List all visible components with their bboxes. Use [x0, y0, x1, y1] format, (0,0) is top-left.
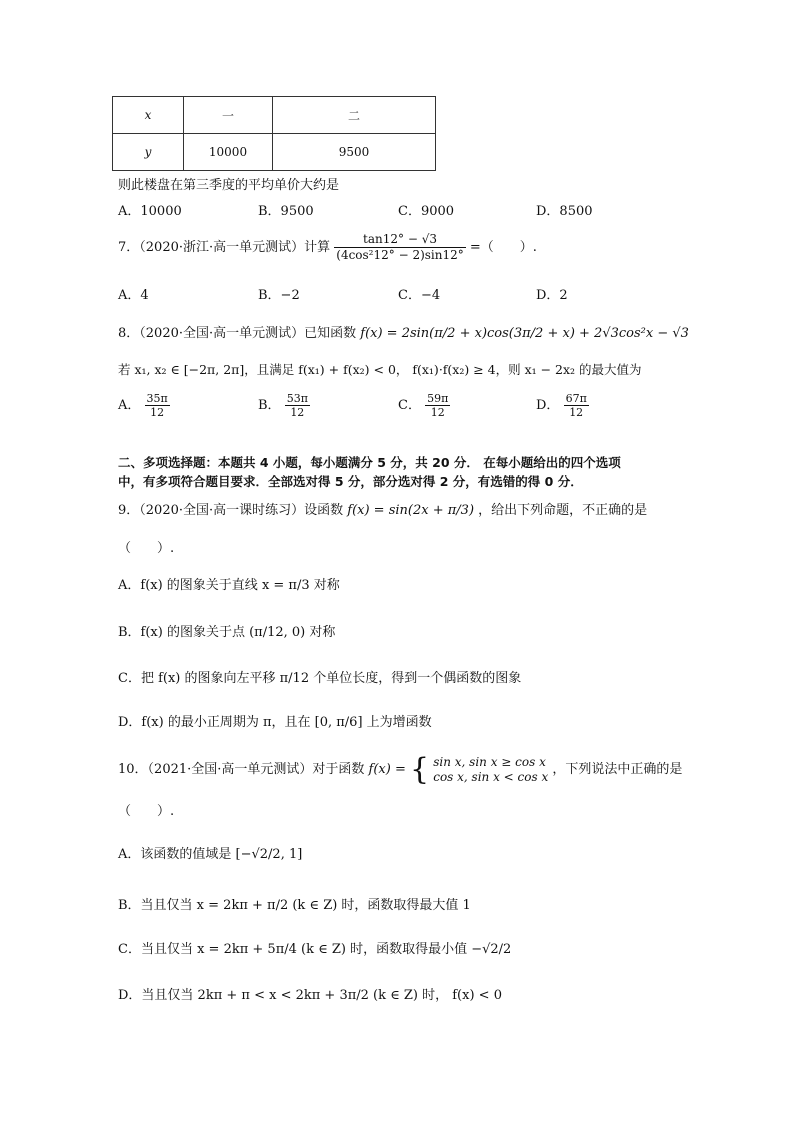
section2-line1: 二、多项选择题：本题共 4 小题，每小题满分 5 分，共 20 分． 在每小题给出的四个选项 — [118, 455, 621, 470]
table-header-q1: 一 — [184, 97, 273, 134]
q9-option-d: D．f(x) 的最小正周期为 π，且在 [0, π/6] 上为增函数 — [118, 715, 432, 730]
q7-suffix: =（ ）. — [469, 240, 537, 255]
q9-formula: f(x) = sin(2x + π/3) — [347, 503, 475, 518]
q10-option-a: A．该函数的值域是 [−√2/2, 1] — [118, 847, 303, 862]
q9-prefix: 9．（2020·全国·高一课时练习）设函数 — [118, 503, 344, 518]
q6-option-a: A．10000 — [118, 204, 182, 219]
q8-option-d-den: 12 — [569, 406, 584, 419]
question-10: 10．（2021·全国·高一单元测试）对于函数 f(x) = { sin x, sin x ≥ cos x cos x, sin x < cos x ，下列说法中正确的是 — [118, 752, 683, 787]
q7-option-b: B．−2 — [258, 288, 300, 303]
q8-option-b-den: 12 — [290, 406, 305, 419]
q9-option-b: B．f(x) 的图象关于点 (π/12, 0) 对称 — [118, 625, 336, 640]
q8-option-d-label: D． — [536, 398, 560, 413]
q10-prefix: 10．（2021·全国·高一单元测试）对于函数 — [118, 762, 365, 777]
q10-option-b: B．当且仅当 x = 2kπ + π/2 (k ∈ Z) 时，函数取得最大值 1 — [118, 898, 471, 913]
q8-option-b-num: 53π — [286, 392, 308, 405]
q8-option-a-label: A． — [118, 398, 141, 413]
table-cell-q2: 9500 — [273, 134, 436, 171]
section2-line2: 中，有多项符合题目要求．全部选对得 5 分，部分选对得 2 分，有选错的得 0 分． — [118, 474, 583, 489]
q7-option-d: D．2 — [536, 288, 568, 303]
question-8 — [118, 322, 689, 341]
q8-option-d-fraction — [564, 392, 589, 419]
q10-case2: cos x, sin x < cos x — [433, 769, 549, 784]
q8-option-c-den: 12 — [430, 406, 445, 419]
q7-denominator: (4cos²12° − 2)sin12° — [336, 248, 464, 262]
q10-suffix: ，下列说法中正确的是 — [552, 762, 683, 777]
q10-cases — [433, 755, 548, 785]
q8-option-a-den: 12 — [150, 406, 165, 419]
q6-option-c: C．9000 — [398, 204, 455, 219]
q7-option-a: A．4 — [118, 288, 149, 303]
q8-option-d-num: 67π — [565, 392, 587, 405]
q8-prefix: 8．（2020·全国·高一单元测试）已知函数 — [118, 326, 357, 341]
q10-option-d: D．当且仅当 2kπ + π < x < 2kπ + 3π/2 (k ∈ Z) 时， f(x) < 0 — [118, 988, 502, 1003]
q9-option-c: C．把 f(x) 的图象向左平移 π/12 个单位长度，得到一个偶函数的图象 — [118, 671, 522, 686]
q8-option-a-fraction — [145, 392, 170, 419]
q7-fraction — [334, 232, 466, 263]
question-7 — [118, 232, 537, 263]
table-row-label-y: y — [113, 134, 184, 171]
q8-option-c-fraction — [425, 392, 450, 419]
q10-paren: （ ）. — [118, 804, 175, 819]
table-header-q2: 二 — [273, 97, 436, 134]
q8-option-b-label: B． — [258, 398, 281, 413]
q7-option-c: C．−4 — [398, 288, 441, 303]
q6-option-b: B．9500 — [258, 204, 314, 219]
question-9 — [118, 499, 647, 518]
q8-line2: 若 x₁, x₂ ∈ [−2π, 2π]，且满足 f(x₁) + f(x₂) < 0， f(x₁)·f(x₂) ≥ 4，则 x₁ − 2x₂ 的最大值为 — [118, 362, 642, 377]
q6-stem: 则此楼盘在第三季度的平均单价大约是 — [118, 178, 340, 193]
q9-suffix: ，给出下列命题，不正确的是 — [478, 503, 648, 518]
data-table — [112, 96, 436, 171]
q9-option-a: A．f(x) 的图象关于直线 x = π/3 对称 — [118, 578, 340, 593]
table-cell-q1: 10000 — [184, 134, 273, 171]
q10-option-c: C．当且仅当 x = 2kπ + 5π/4 (k ∈ Z) 时，函数取得最小值 −√2/2 — [118, 942, 512, 957]
q8-option-b — [258, 392, 310, 419]
q7-prefix: 7．（2020·浙江·高一单元测试）计算 — [118, 240, 331, 255]
q8-option-d — [536, 392, 589, 419]
q8-option-a-num: 35π — [146, 392, 168, 405]
q10-brace: { — [410, 752, 430, 787]
q7-numerator: tan12° − √3 — [334, 232, 466, 248]
table-row — [113, 134, 436, 171]
q8-option-b-fraction — [285, 392, 310, 419]
q8-formula: f(x) = 2sin(π/2 + x)cos(3π/2 + x) + 2√3cos²x − √3 — [360, 326, 689, 341]
q9-paren: （ ）. — [118, 541, 175, 556]
q8-option-a — [118, 392, 170, 419]
table-header-x: x — [113, 97, 184, 134]
q8-option-c — [398, 392, 450, 419]
q8-option-c-label: C． — [398, 398, 421, 413]
q6-option-d: D．8500 — [536, 204, 593, 219]
table-row — [113, 97, 436, 134]
q8-option-c-num: 59π — [427, 392, 449, 405]
q10-case1: sin x, sin x ≥ cos x — [433, 754, 546, 769]
